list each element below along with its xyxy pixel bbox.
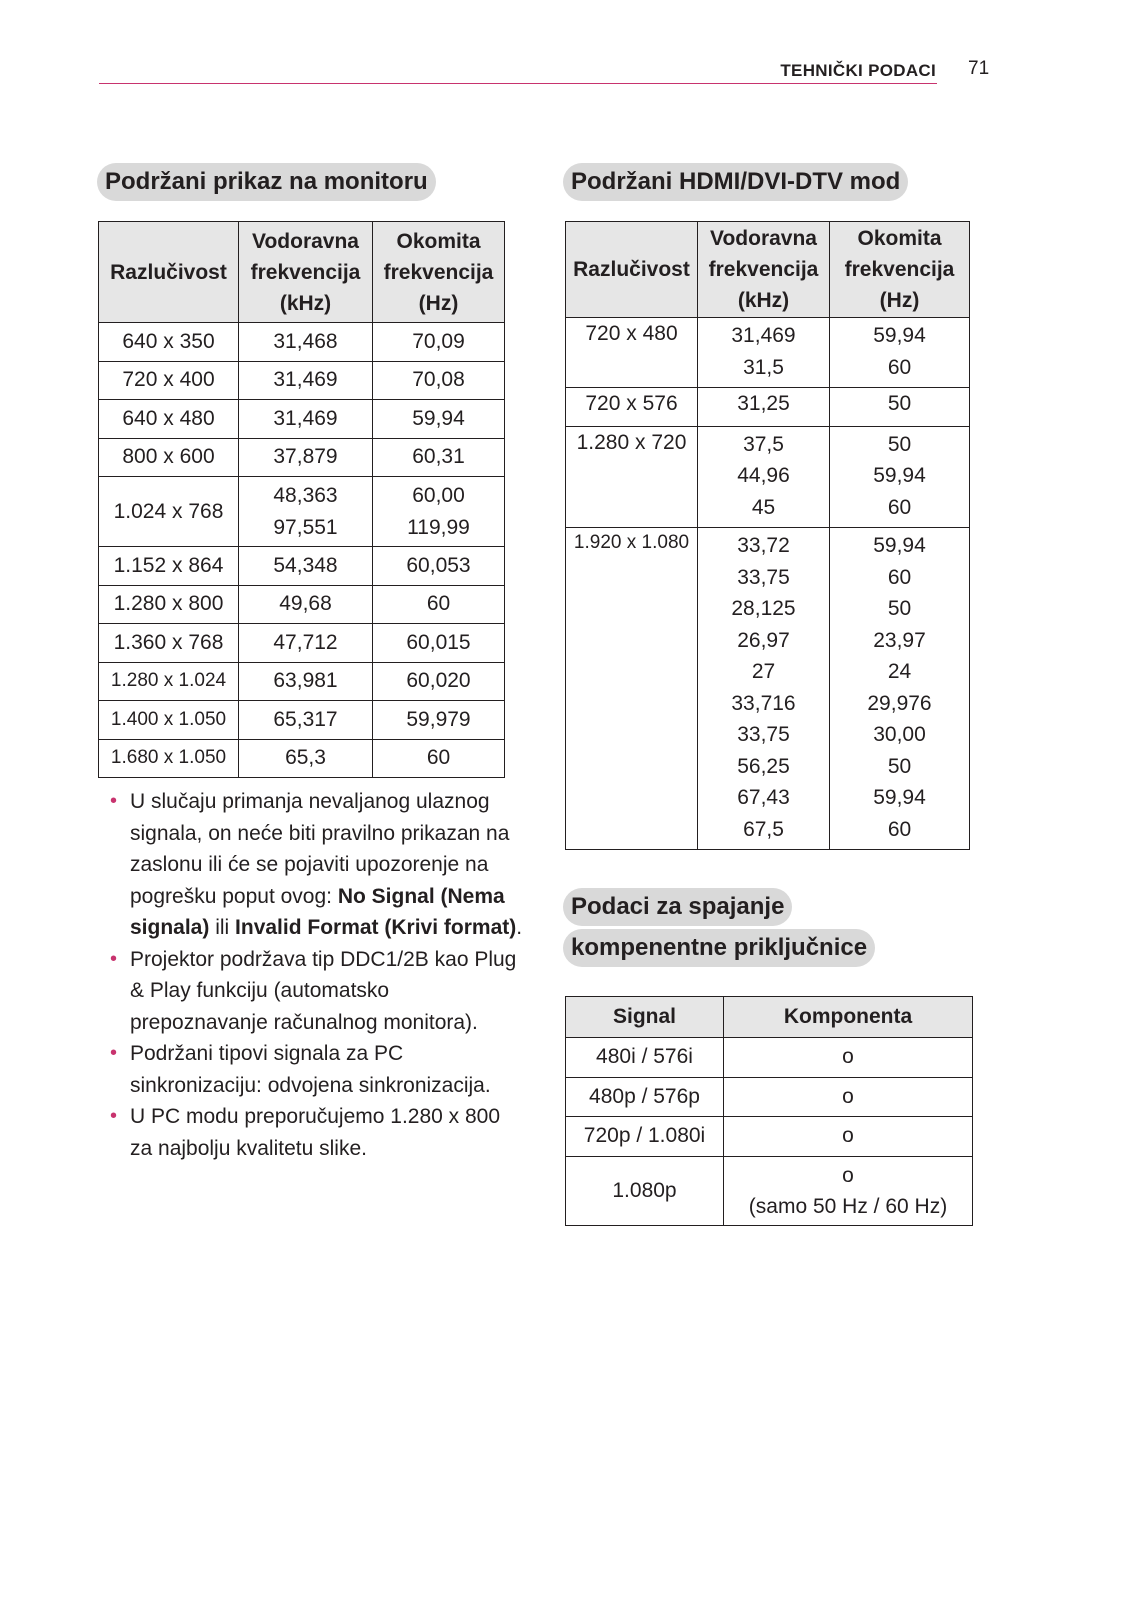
resolution-cell: 1.280 x 800 <box>99 585 239 624</box>
column-header-line: Okomita <box>396 229 481 253</box>
frequency-value: 31,469 <box>731 324 796 347</box>
bullet-icon: • <box>110 947 118 970</box>
notes-list <box>106 786 526 1164</box>
frequency-value: 50 <box>887 432 912 456</box>
component-value: o <box>842 1045 854 1069</box>
frequency-value: 27 <box>751 660 776 683</box>
component-value: o <box>842 1163 854 1187</box>
signal-column-header: Signal <box>566 997 724 1038</box>
horizontal-frequency-cell <box>698 426 830 528</box>
signal-cell: 480i / 576i <box>566 1038 724 1078</box>
horizontal-frequency-cell <box>239 585 373 624</box>
component-value: o <box>842 1084 854 1108</box>
frequency-value: 33,75 <box>737 565 790 589</box>
resolution-column-header <box>99 222 239 323</box>
horizontal-frequency-cell <box>239 323 373 362</box>
note-emphasis: Invalid Format (Krivi format) <box>235 916 517 939</box>
frequency-value: 59,94 <box>873 534 926 557</box>
signal-cell: 720p / 1.080i <box>566 1117 724 1157</box>
horizontal-frequency-cell <box>239 400 373 439</box>
component-column-header: Komponenta <box>724 997 973 1038</box>
resolution-cell: 1.680 x 1.050 <box>99 739 239 778</box>
vertical-frequency-cell <box>830 318 970 388</box>
frequency-value: 37,5 <box>743 432 784 456</box>
frequency-value: 23,97 <box>873 628 926 652</box>
note-item <box>106 1038 526 1101</box>
column-header-line: frekvencija <box>708 258 819 281</box>
resolution-cell: 1.280 x 720 <box>566 426 698 528</box>
column-header-line: frekvencija <box>250 260 361 284</box>
vertical-frequency-cell <box>373 739 505 778</box>
frequency-value: 47,712 <box>273 630 338 654</box>
vertical-frequency-cell <box>373 701 505 740</box>
frequency-value: 97,551 <box>273 515 338 539</box>
frequency-value: 60 <box>887 817 912 841</box>
resolution-cell: 1.152 x 864 <box>99 547 239 586</box>
column-header-line: (kHz) <box>279 291 332 315</box>
table-row <box>99 662 505 701</box>
note-item <box>106 786 526 944</box>
column-header-line: (kHz) <box>737 289 790 312</box>
note-text: Podržani tipovi signala za PC sinkronizaciju: odvojena sinkronizacija. <box>130 1042 491 1097</box>
frequency-value: 63,981 <box>273 669 338 693</box>
note-item <box>106 944 526 1039</box>
horizontal-frequency-cell <box>239 477 373 547</box>
frequency-value: 65,317 <box>273 707 338 731</box>
table-row <box>99 438 505 477</box>
signal-cell: 1.080p <box>566 1156 724 1225</box>
table-row <box>99 547 505 586</box>
frequency-value: 28,125 <box>731 597 796 620</box>
vertical-frequency-cell <box>830 528 970 850</box>
vertical-frequency-column-header <box>373 222 505 323</box>
frequency-value: 50 <box>887 597 912 620</box>
frequency-value: 24 <box>887 660 912 683</box>
frequency-value: 59,94 <box>873 324 926 347</box>
frequency-value: 67,5 <box>743 817 784 841</box>
vertical-frequency-cell <box>373 624 505 663</box>
component-cell <box>724 1117 973 1157</box>
column-header-line: frekvencija <box>844 258 955 281</box>
resolution-cell: 640 x 480 <box>99 400 239 439</box>
note-text: . <box>516 916 523 939</box>
resolution-cell: 1.024 x 768 <box>99 477 239 547</box>
frequency-value: 33,75 <box>737 723 790 746</box>
table-row <box>566 318 970 388</box>
hdmi-section-heading: Podržani HDMI/DVI-DTV mod <box>563 163 908 201</box>
table-row <box>99 400 505 439</box>
table-row <box>99 323 505 362</box>
resolution-cell: 720 x 400 <box>99 361 239 400</box>
frequency-value: 60,015 <box>406 630 471 654</box>
monitor-section-heading: Podržani prikaz na monitoru <box>97 163 436 201</box>
horizontal-frequency-cell <box>698 318 830 388</box>
component-cell <box>724 1156 973 1225</box>
note-emphasis: No Signal (Nema signala) <box>130 884 505 939</box>
note-text: U PC modu preporučujemo 1.280 x 800 za najbolju kvalitetu slike. <box>130 1105 501 1160</box>
frequency-value: 54,348 <box>273 553 338 577</box>
frequency-value: 31,5 <box>743 355 784 379</box>
column-header-line: (Hz) <box>418 291 459 315</box>
frequency-value: 60,053 <box>406 553 471 577</box>
column-header-line: Vodoravna <box>710 227 817 250</box>
signal-cell: 480p / 576p <box>566 1077 724 1117</box>
table-row <box>566 528 970 850</box>
horizontal-frequency-cell <box>239 438 373 477</box>
frequency-value: 30,00 <box>873 723 926 746</box>
frequency-value: 60,00 <box>412 484 465 507</box>
vertical-frequency-cell <box>373 323 505 362</box>
bullet-icon: • <box>110 1105 118 1127</box>
table-row <box>99 739 505 778</box>
horizontal-frequency-cell <box>239 662 373 701</box>
component-value: o <box>842 1124 854 1148</box>
frequency-value: 60 <box>887 355 912 379</box>
vertical-frequency-cell <box>373 400 505 439</box>
vertical-frequency-cell <box>830 388 970 427</box>
frequency-value: 56,25 <box>737 754 790 778</box>
vertical-frequency-cell <box>373 361 505 400</box>
component-value: (samo 50 Hz / 60 Hz) <box>748 1194 948 1218</box>
vertical-frequency-cell <box>373 662 505 701</box>
column-header-line: Razlučivost <box>573 258 690 281</box>
table-row <box>566 1077 973 1117</box>
column-header-line: Razlučivost <box>110 260 227 284</box>
table-row <box>99 477 505 547</box>
resolution-cell: 1.360 x 768 <box>99 624 239 663</box>
frequency-value: 60,31 <box>412 445 465 469</box>
resolution-cell: 640 x 350 <box>99 323 239 362</box>
column-header-line: frekvencija <box>383 260 494 284</box>
component-section-heading-line1: Podaci za spajanje <box>563 888 792 926</box>
header-divider <box>99 83 937 84</box>
vertical-frequency-cell <box>373 547 505 586</box>
horizontal-frequency-column-header <box>239 222 373 323</box>
horizontal-frequency-cell <box>239 624 373 663</box>
table-row <box>99 361 505 400</box>
vertical-frequency-column-header <box>830 222 970 318</box>
frequency-value: 29,976 <box>867 691 932 715</box>
vertical-frequency-cell <box>830 426 970 528</box>
frequency-value: 60,020 <box>406 669 471 693</box>
frequency-value: 31,468 <box>273 329 338 353</box>
frequency-value: 31,469 <box>273 406 338 430</box>
resolution-cell: 720 x 480 <box>566 318 698 388</box>
column-header-line: (Hz) <box>879 289 920 312</box>
note-item <box>106 1101 526 1164</box>
resolution-cell: 1.400 x 1.050 <box>99 701 239 740</box>
horizontal-frequency-column-header <box>698 222 830 318</box>
table-row <box>99 585 505 624</box>
hdmi-resolution-table <box>565 221 970 850</box>
component-signal-table <box>565 996 973 1226</box>
component-cell <box>724 1077 973 1117</box>
frequency-value: 70,08 <box>412 368 465 392</box>
table-row <box>566 426 970 528</box>
frequency-value: 59,94 <box>873 464 926 487</box>
component-section-heading-line2: kompenentne priključnice <box>563 929 875 967</box>
horizontal-frequency-cell <box>239 701 373 740</box>
frequency-value: 31,25 <box>737 392 790 415</box>
note-text: Projektor podržava tip DDC1/2B kao Plug & Play funkciju (automatsko prepoznavanje računalnog monitora). <box>130 947 517 1034</box>
table-row <box>566 1038 973 1078</box>
frequency-value: 33,72 <box>737 534 790 557</box>
frequency-value: 59,94 <box>873 786 926 809</box>
frequency-value: 37,879 <box>273 445 338 469</box>
note-text: U slučaju primanja nevaljanog ulaznog signala, on neće biti pravilno prikazan na zaslonu ili će se pojaviti upozorenje na pogrešku poput ovog: <box>130 790 510 908</box>
component-cell <box>724 1038 973 1078</box>
page-number: 71 <box>968 58 990 79</box>
resolution-cell: 1.920 x 1.080 <box>566 528 698 850</box>
frequency-value: 60 <box>887 565 912 589</box>
table-row <box>566 1117 973 1157</box>
frequency-value: 50 <box>887 754 912 778</box>
frequency-value: 33,716 <box>731 691 796 715</box>
resolution-column-header <box>566 222 698 318</box>
table-row <box>99 624 505 663</box>
frequency-value: 45 <box>751 495 776 519</box>
vertical-frequency-cell <box>373 585 505 624</box>
frequency-value: 60 <box>887 495 912 519</box>
bullet-icon: • <box>110 1042 118 1064</box>
resolution-cell: 800 x 600 <box>99 438 239 477</box>
frequency-value: 60 <box>426 746 451 770</box>
frequency-value: 31,469 <box>273 368 338 392</box>
horizontal-frequency-cell <box>239 739 373 778</box>
frequency-value: 49,68 <box>279 592 332 616</box>
table-row <box>566 1156 973 1225</box>
frequency-value: 65,3 <box>285 746 326 770</box>
frequency-value: 67,43 <box>737 786 790 809</box>
section-title: TEHNIČKI PODACI <box>780 61 936 80</box>
horizontal-frequency-cell <box>239 547 373 586</box>
resolution-cell: 1.280 x 1.024 <box>99 662 239 701</box>
resolution-cell: 720 x 576 <box>566 388 698 427</box>
frequency-value: 48,363 <box>273 484 338 507</box>
horizontal-frequency-cell <box>698 528 830 850</box>
column-header-line: Vodoravna <box>252 229 359 253</box>
frequency-value: 59,979 <box>406 707 471 731</box>
frequency-value: 70,09 <box>412 329 465 353</box>
vertical-frequency-cell <box>373 477 505 547</box>
frequency-value: 59,94 <box>412 406 465 430</box>
monitor-resolution-table <box>98 221 505 778</box>
frequency-value: 44,96 <box>737 464 790 487</box>
table-row <box>566 388 970 427</box>
table-row <box>99 701 505 740</box>
frequency-value: 26,97 <box>737 628 790 652</box>
vertical-frequency-cell <box>373 438 505 477</box>
horizontal-frequency-cell <box>698 388 830 427</box>
column-header-line: Okomita <box>857 227 942 250</box>
frequency-value: 50 <box>887 392 912 415</box>
bullet-icon: • <box>110 790 118 812</box>
frequency-value: 119,99 <box>407 515 470 539</box>
note-text: ili <box>209 916 236 939</box>
frequency-value: 60 <box>426 592 451 616</box>
horizontal-frequency-cell <box>239 361 373 400</box>
